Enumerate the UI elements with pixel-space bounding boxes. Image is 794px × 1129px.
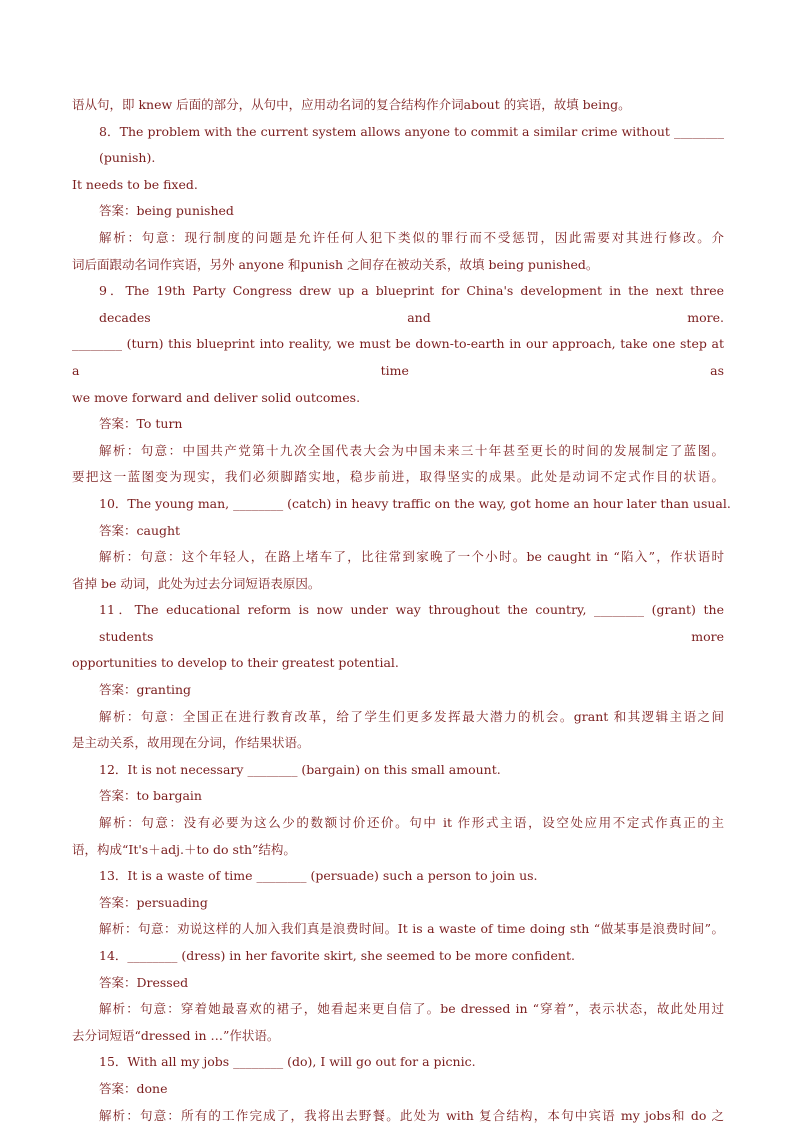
text-line: 解析：句意：所有的工作完成了，我将出去野餐。此处为 with 复合结构，本句中宾语 my jobs和 do 之 xyxy=(99,1107,724,1123)
text-line: 答案：being punished xyxy=(99,203,234,219)
text-line: opportunities to develop to their greatest potential. xyxy=(72,655,399,671)
text-line: 省掉 be 动词，此处为过去分词短语表原因。 xyxy=(72,575,321,591)
text-line: 解析：句意：中国共产党第十九次全国代表大会为中国未来三十年甚至更长的时间的发展制定了蓝图。 xyxy=(99,442,724,458)
text-line: 11．The educational reform is now under way throughout the country, ________ (grant) the students more xyxy=(99,602,724,644)
text-line: we move forward and deliver solid outcomes. xyxy=(72,389,361,405)
text-line: 语从句，即 knew 后面的部分，从句中，应用动名词的复合结构作介词about 的宾语，故填 being。 xyxy=(72,97,631,112)
text-line: 答案：Dressed xyxy=(99,974,189,990)
text-line: 解析：句意：现行制度的问题是允许任何人犯下类似的罪行而不受惩罚，因此需要对其进行修改。介 xyxy=(99,229,724,245)
text-line: 答案：granting xyxy=(99,682,192,698)
text-line: 答案：persuading xyxy=(99,894,208,910)
text-line: 去分词短语“dressed in …”作状语。 xyxy=(72,1027,280,1043)
text-line: ________ (turn) this blueprint into reality, we must be down-to-earth in our approach, take one step at a time as xyxy=(72,336,724,378)
text-line: 词后面跟动名词作宾语，另外 anyone 和punish 之间存在被动关系，故填 being punished。 xyxy=(72,256,599,272)
document-page xyxy=(72,92,731,1129)
text-line: 解析：句意：这个年轻人，在路上堵车了，比往常到家晚了一个小时。be caught in “陷入”，作状语时 xyxy=(99,549,724,565)
text-line: 解析：句意：劝说这样的人加入我们真是浪费时间。It is a waste of time doing sth “做某事是浪费时间”。 xyxy=(99,921,724,937)
text-line: 答案：To turn xyxy=(99,416,183,432)
text-line: 解析：句意：没有必要为这么少的数额讨价还价。句中 it 作形式主语，设空处应用不定式作真正的主 xyxy=(99,815,724,831)
text-line: 答案：done xyxy=(99,1080,168,1096)
text-line: 9．The 19th Party Congress drew up a blueprint for China's development in the next three decades and more. xyxy=(99,283,724,325)
text-line: 13．It is a waste of time ________ (persuade) such a person to join us. xyxy=(99,868,538,884)
text-line: 语，构成“It's＋adj.＋to do sth”结构。 xyxy=(72,841,296,857)
text-line: 12．It is not necessary ________ (bargain) on this small amount. xyxy=(99,761,501,777)
text-line: It needs to be fixed. xyxy=(72,176,198,192)
text-line: 10．The young man, ________ (catch) in heavy traffic on the way, got home an hour later than usual. xyxy=(99,495,731,511)
text-line: 14．________ (dress) in her favorite skirt, she seemed to be more confident. xyxy=(99,948,575,963)
text-line: 要把这一蓝图变为现实，我们必须脚踏实地，稳步前进，取得坚实的成果。此处是动词不定式作目的状语。 xyxy=(72,469,724,485)
text-line: 8．The problem with the current system allows anyone to commit a similar crime without ________ (punish). xyxy=(99,123,724,166)
text-line: 答案：caught xyxy=(99,522,181,538)
text-line: 15．With all my jobs ________ (do), I will go out for a picnic. xyxy=(99,1054,476,1070)
text-line: 解析：句意：穿着她最喜欢的裙子，她看起来更自信了。be dressed in “穿着”，表示状态，故此处用过 xyxy=(99,1001,724,1017)
text-line: 解析：句意：全国正在进行教育改革，给了学生们更多发挥最大潜力的机会。grant 和其逻辑主语之间 xyxy=(99,708,724,724)
text-line: 答案：to bargain xyxy=(99,788,202,804)
text-line: 是主动关系，故用现在分词，作结果状语。 xyxy=(72,735,310,751)
